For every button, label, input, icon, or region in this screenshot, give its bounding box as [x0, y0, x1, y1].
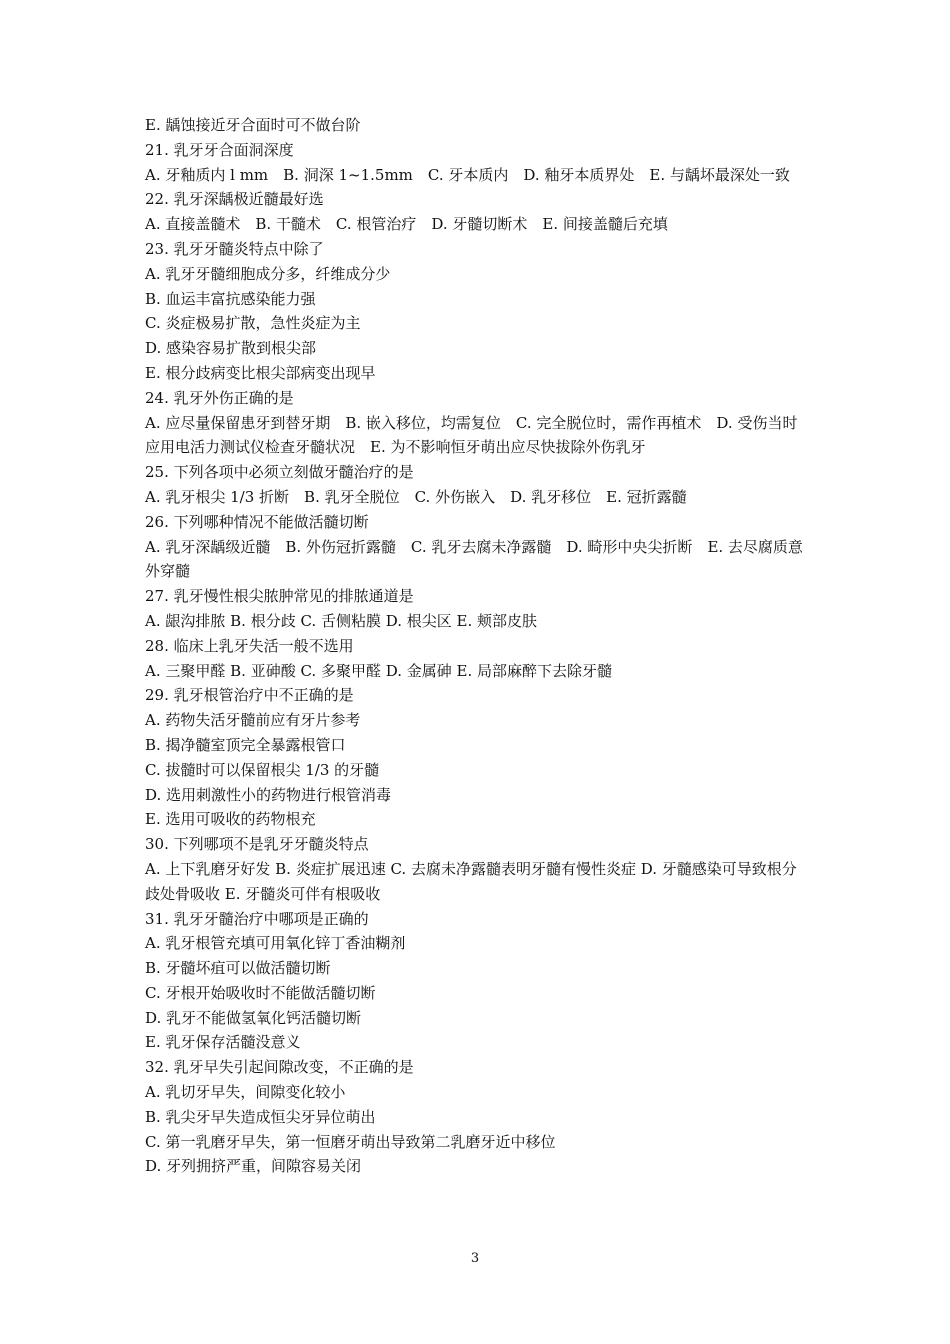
answer-option: B. 牙髓坏疽可以做活髓切断 — [145, 959, 331, 978]
answer-options: A. 牙釉质内 l mm B. 洞深 1~1.5mm C. 牙本质内 D. 釉牙本质界处 E. 与龋坏最深处一致 — [145, 165, 790, 184]
answer-options: A. 乳牙深龋级近髓 B. 外伤冠折露髓 C. 乳牙去腐未净露髓 D. 畸形中央尖折断 E. 去尽腐质意外穿髓 — [145, 537, 803, 581]
answer-option: E. 选用可吸收的药物根充 — [145, 810, 316, 829]
answer-options: A. 龈沟排脓 B. 根分歧 C. 舌侧粘膜 D. 根尖区 E. 颊部皮肤 — [145, 611, 537, 630]
answer-option: D. 乳牙不能做氢氧化钙活髓切断 — [145, 1008, 362, 1027]
answer-option: B. 乳尖牙早失造成恒尖牙异位萌出 — [145, 1107, 376, 1126]
question-title: 21. 乳牙牙合面洞深度 — [145, 140, 294, 159]
answer-options: A. 直接盖髓术 B. 干髓术 C. 根管治疗 D. 牙髓切断术 E. 间接盖髓后充填 — [145, 215, 668, 234]
answer-option: C. 拔髓时可以保留根尖 1/3 的牙髓 — [145, 760, 380, 779]
answer-options: A. 上下乳磨牙好发 B. 炎症扩展迅速 C. 去腐未净露髓表明牙髓有慢性炎症 D. 牙髓感染可导致根分歧处骨吸收 E. 牙髓炎可伴有根吸收 — [145, 859, 797, 903]
page-number: 3 — [470, 1251, 480, 1266]
answer-option: B. 揭净髓室顶完全暴露根管口 — [145, 735, 346, 754]
question-title: 25. 下列各项中必须立刻做牙髓治疗的是 — [145, 463, 414, 482]
question-title: 28. 临床上乳牙失活一般不选用 — [145, 636, 354, 655]
question-title: 24. 乳牙外伤正确的是 — [145, 388, 294, 407]
answer-option: E. 根分歧病变比根尖部病变出现早 — [145, 363, 376, 382]
answer-option: A. 乳牙牙髓细胞成分多，纤维成分少 — [145, 264, 391, 283]
answer-option: A. 药物失活牙髓前应有牙片参考 — [145, 711, 361, 730]
answer-options: A. 三聚甲醛 B. 亚砷酸 C. 多聚甲醛 D. 金属砷 E. 局部麻醉下去除牙髓 — [145, 661, 612, 680]
text-line: E. 龋蚀接近牙合面时可不做台阶 — [145, 116, 361, 134]
question-title: 27. 乳牙慢性根尖脓肿常见的排脓通道是 — [145, 587, 414, 606]
answer-option: D. 选用刺激性小的药物进行根管消毒 — [145, 785, 392, 804]
answer-option: B. 血运丰富抗感染能力强 — [145, 289, 316, 308]
answer-options: A. 应尽量保留患牙到替牙期 B. 嵌入移位，均需复位 C. 完全脱位时，需作再植术 D. 受伤当时应用电活力测试仪检查牙髓状况 E. 为不影响恒牙萌出应尽快拔除外伤乳牙 — [145, 413, 798, 457]
answer-option: A. 乳切牙早失，间隙变化较小 — [145, 1083, 346, 1102]
answer-option: C. 炎症极易扩散，急性炎症为主 — [145, 314, 361, 333]
question-title: 26. 下列哪种情况不能做活髓切断 — [145, 512, 369, 531]
question-title: 23. 乳牙牙髓炎特点中除了 — [145, 239, 324, 258]
answer-option: D. 感染容易扩散到根尖部 — [145, 339, 317, 358]
question-title: 22. 乳牙深龋极近髓最好选 — [145, 190, 324, 209]
answer-options: A. 乳牙根尖 1/3 折断 B. 乳牙全脱位 C. 外伤嵌入 D. 乳牙移位 E. 冠折露髓 — [145, 487, 687, 506]
question-title: 31. 乳牙牙髓治疗中哪项是正确的 — [145, 909, 369, 928]
question-title: 30. 下列哪项不是乳牙牙髓炎特点 — [145, 835, 369, 854]
answer-option: C. 第一乳磨牙早失，第一恒磨牙萌出导致第二乳磨牙近中移位 — [145, 1132, 556, 1151]
answer-option: A. 乳牙根管充填可用氧化锌丁香油糊剂 — [145, 934, 406, 953]
document-body — [145, 113, 810, 1179]
answer-option: C. 牙根开始吸收时不能做活髓切断 — [145, 983, 376, 1002]
answer-option: E. 乳牙保存活髓没意义 — [145, 1033, 301, 1052]
answer-option: D. 牙列拥挤严重，间隙容易关闭 — [145, 1157, 362, 1176]
question-title: 29. 乳牙根管治疗中不正确的是 — [145, 686, 354, 705]
question-title: 32. 乳牙早失引起间隙改变，不正确的是 — [145, 1058, 414, 1077]
